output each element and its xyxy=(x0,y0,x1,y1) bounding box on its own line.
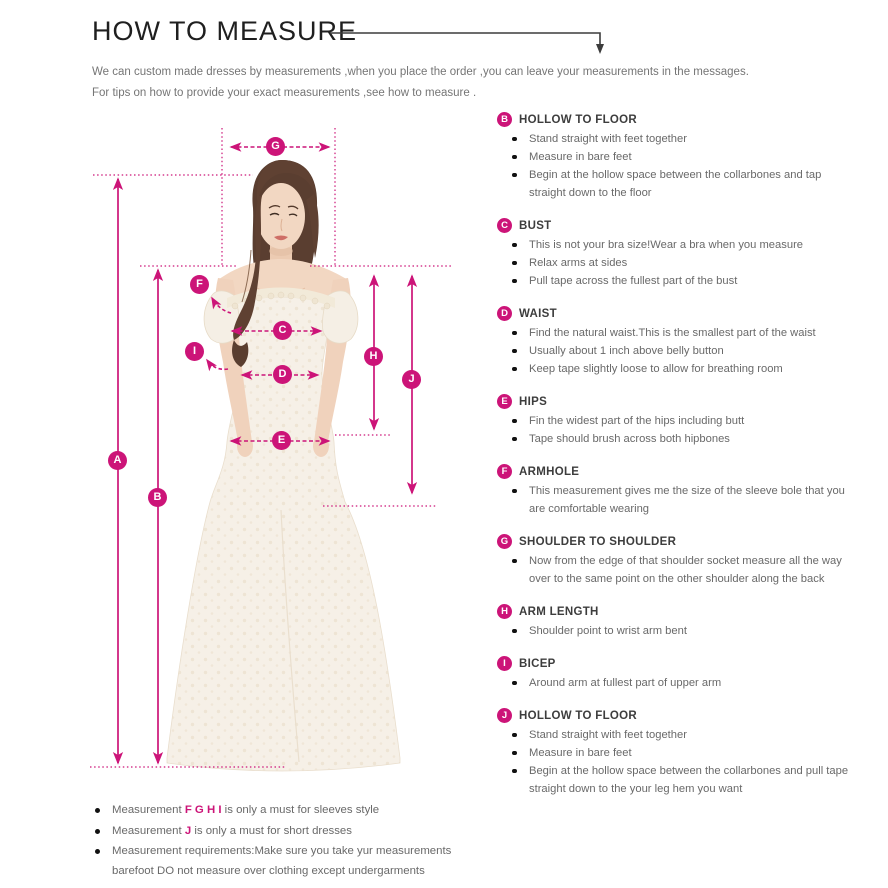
note-item xyxy=(95,822,481,842)
note-text: is only a must for short dresses xyxy=(191,824,352,837)
section-armhole xyxy=(497,464,853,518)
section-title: BUST xyxy=(519,219,552,232)
section-waist xyxy=(497,306,853,378)
diagram-marker-c: C xyxy=(273,321,292,340)
intro-line-1: We can custom made dresses by measurements ,when you place the order ,you can leave your measurements in the messages. xyxy=(92,66,749,78)
section-title: ARM LENGTH xyxy=(519,605,599,618)
note-accent-letters: F G H I xyxy=(184,804,222,816)
bullet-item: Begin at the hollow space between the collarbones and tap straight down to the floor xyxy=(511,166,853,202)
diagram-marker-b: B xyxy=(148,488,167,507)
diagram-marker-g: G xyxy=(266,137,285,156)
page-title: HOW TO MEASURE xyxy=(92,16,358,46)
intro-text xyxy=(92,62,812,104)
section-arm-length xyxy=(497,604,853,640)
bullet-item: Find the natural waist.This is the smallest part of the waist xyxy=(511,324,853,342)
section-title: BICEP xyxy=(519,657,556,670)
section-title: WAIST xyxy=(519,307,557,320)
note-text: Measurement xyxy=(112,824,185,837)
measurement-guide-list xyxy=(497,112,853,814)
bullet-item: Tape should brush across both hipbones xyxy=(511,430,853,448)
diagram-canvas xyxy=(85,110,470,800)
diagram-marker-e: E xyxy=(272,431,291,450)
note-text: Measurement xyxy=(112,804,185,816)
bullet-item: This measurement gives me the size of the sleeve bole that you are comfortable wearing xyxy=(511,482,853,518)
bullet-item: Measure in bare feet xyxy=(511,744,853,762)
letter-badge-c: C xyxy=(497,218,512,233)
diagram-marker-d: D xyxy=(273,365,292,384)
title-arrow xyxy=(328,24,612,58)
section-title: HOLLOW TO FLOOR xyxy=(519,709,637,722)
bullet-item: Usually about 1 inch above belly button xyxy=(511,342,853,360)
bullet-item: Stand straight with feet together xyxy=(511,130,853,148)
letter-badge-h: H xyxy=(497,604,512,619)
bullet-item: Around arm at fullest part of upper arm xyxy=(511,674,853,692)
diagram-marker-i: I xyxy=(185,342,204,361)
bullet-item: Measure in bare feet xyxy=(511,148,853,166)
bullet-item: Relax arms at sides xyxy=(511,254,853,272)
section-title: HOLLOW TO FLOOR xyxy=(519,113,637,126)
diagram-marker-h: H xyxy=(364,347,383,366)
section-bust xyxy=(497,218,853,290)
letter-badge-e: E xyxy=(497,394,512,409)
bullet-item: Pull tape across the fullest part of the bust xyxy=(511,272,853,290)
bullet-item: Now from the edge of that shoulder socket measure all the way over to the same point on the other shoulder along the back xyxy=(511,552,853,588)
notes-list xyxy=(95,801,481,882)
note-item xyxy=(95,801,481,821)
note-text: Measurement requirements:Make sure you take yur measurements barefoot DO not measure over clothing except undergarments xyxy=(112,845,452,877)
diagram-marker-j: J xyxy=(402,370,421,389)
section-title: SHOULDER TO SHOULDER xyxy=(519,535,677,548)
section-hollow-to-floor-b xyxy=(497,112,853,202)
diagram-marker-a: A xyxy=(108,451,127,470)
model-photo xyxy=(167,160,400,771)
note-item xyxy=(95,842,481,881)
section-hollow-to-floor-j xyxy=(497,708,853,798)
measurement-diagram xyxy=(85,110,470,800)
bullet-item: This is not your bra size!Wear a bra when you measure xyxy=(511,236,853,254)
section-bicep xyxy=(497,656,853,692)
bullet-item: Keep tape slightly loose to allow for breathing room xyxy=(511,360,853,378)
letter-badge-j: J xyxy=(497,708,512,723)
section-title: HIPS xyxy=(519,395,548,408)
bullet-item: Begin at the hollow space between the collarbones and pull tape straight down to the your leg hem you want xyxy=(511,762,853,798)
letter-badge-i: I xyxy=(497,656,512,671)
diagram-marker-f: F xyxy=(190,275,209,294)
note-accent-letters: J xyxy=(184,824,192,837)
intro-line-2: For tips on how to provide your exact measurements ,see how to measure . xyxy=(92,87,477,99)
letter-badge-f: F xyxy=(497,464,512,479)
letter-badge-b: B xyxy=(497,112,512,127)
note-text: is only a must for sleeves style xyxy=(221,804,380,816)
section-hips xyxy=(497,394,853,448)
bullet-item: Shoulder point to wrist arm bent xyxy=(511,622,853,640)
letter-badge-d: D xyxy=(497,306,512,321)
bullet-item: Stand straight with feet together xyxy=(511,726,853,744)
section-title: ARMHOLE xyxy=(519,465,580,478)
letter-badge-g: G xyxy=(497,534,512,549)
section-shoulder-to-shoulder xyxy=(497,534,853,588)
bullet-item: Fin the widest part of the hips including butt xyxy=(511,412,853,430)
